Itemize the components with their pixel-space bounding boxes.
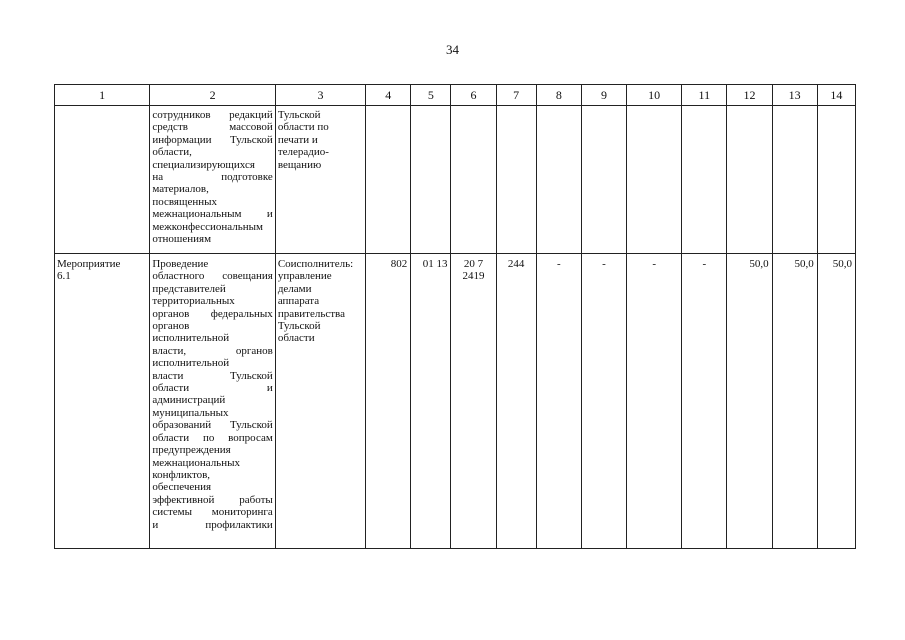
row2-measure-label <box>55 254 150 549</box>
text-line: телерадио- <box>277 146 329 159</box>
empty-cell <box>411 106 451 254</box>
text-line: власти, органов <box>152 344 273 357</box>
text-line: конфликтов, <box>152 468 211 481</box>
row2-executor <box>275 254 365 549</box>
header-row <box>55 85 856 106</box>
header-cell: 7 <box>496 85 536 106</box>
row1-executor <box>275 106 365 254</box>
row2-value-col13: 50,0 <box>772 254 817 549</box>
budget-table <box>54 84 856 549</box>
empty-cell <box>581 106 626 254</box>
header-cell: 9 <box>581 85 626 106</box>
text-line: территориальных <box>152 295 235 308</box>
text-line: отношениям <box>152 233 212 246</box>
header-cell: 8 <box>536 85 581 106</box>
header-cell: 14 <box>817 85 855 106</box>
text-line: сотрудников редакций <box>152 109 273 121</box>
text-line: средств массовой <box>152 121 273 134</box>
row1-description <box>150 106 275 254</box>
text-line: области и <box>152 382 273 395</box>
text-line: области по <box>277 121 329 134</box>
row2-value-col14: 50,0 <box>817 254 855 549</box>
text-line: правительства <box>277 307 345 320</box>
text-line: печати и <box>277 133 318 146</box>
row2-ministry-code: 802 <box>366 254 411 549</box>
text-line: области, <box>152 146 192 159</box>
text-line: 6.1 <box>57 270 71 283</box>
text-line: обеспечения <box>152 481 212 494</box>
row2-value-col8: - <box>536 254 581 549</box>
row2-value-col10: - <box>627 254 682 549</box>
text-line: Тульской <box>277 320 321 333</box>
text-line: специализирующихся <box>152 158 255 171</box>
header-cell: 4 <box>366 85 411 106</box>
table-row <box>55 254 856 549</box>
row2-value-col12: 50,0 <box>727 254 772 549</box>
text-line: муниципальных <box>152 406 229 419</box>
text-line: исполнительной <box>152 332 230 345</box>
text-line: на подготовке <box>152 171 273 184</box>
header-cell: 13 <box>772 85 817 106</box>
text-line: администраций <box>152 394 226 407</box>
text-line: информации Тульской <box>152 133 273 146</box>
header-cell: 12 <box>727 85 772 106</box>
empty-cell <box>366 106 411 254</box>
header-cell: 10 <box>627 85 682 106</box>
empty-cell <box>772 106 817 254</box>
text-line: материалов, <box>152 183 209 196</box>
text-line: предупреждения <box>152 444 231 457</box>
empty-cell <box>496 106 536 254</box>
text-line: вещанию <box>277 158 322 171</box>
row2-value-col9: - <box>581 254 626 549</box>
table-row <box>55 106 856 254</box>
text-line: управление <box>277 270 332 283</box>
empty-cell <box>627 106 682 254</box>
header-cell: 2 <box>150 85 275 106</box>
header-cell: 3 <box>275 85 365 106</box>
header-cell: 1 <box>55 85 150 106</box>
text-line: аппарата <box>277 295 320 308</box>
text-line: посвященных <box>152 195 218 208</box>
empty-cell <box>682 106 727 254</box>
row2-description <box>150 254 275 549</box>
row2-target-code <box>451 254 496 549</box>
header-cell: 6 <box>451 85 496 106</box>
text-line: представителей <box>152 282 226 295</box>
empty-cell <box>536 106 581 254</box>
text-line: образований Тульской <box>152 419 273 432</box>
row1-col1 <box>55 106 150 254</box>
text-line: Мероприятие <box>57 258 121 270</box>
text-line: 2419 <box>462 270 485 283</box>
text-line: 20 7 <box>463 258 484 270</box>
text-line: делами <box>277 282 312 295</box>
text-line: Соисполнитель: <box>277 258 354 270</box>
text-line: органов федеральных <box>152 307 273 320</box>
text-line: Проведение <box>152 258 209 270</box>
header-cell: 5 <box>411 85 451 106</box>
row2-value-col11: - <box>682 254 727 549</box>
empty-cell <box>451 106 496 254</box>
text-line: межнациональных <box>152 456 240 469</box>
text-line: эффективной работы <box>152 493 273 506</box>
empty-cell <box>727 106 772 254</box>
text-line: и профилактики <box>152 518 273 531</box>
row2-expense-type: 244 <box>496 254 536 549</box>
text-line: области по вопросам <box>152 431 273 444</box>
text-line: Тульской <box>277 109 321 121</box>
text-line: органов <box>152 320 190 333</box>
text-line: межнациональным и <box>152 208 273 221</box>
text-line: власти Тульской <box>152 369 273 382</box>
row2-section-code: 01 13 <box>411 254 451 549</box>
header-cell: 11 <box>682 85 727 106</box>
text-line: межконфессиональным <box>152 220 264 233</box>
text-line: областного совещания <box>152 270 273 283</box>
text-line: исполнительной <box>152 357 230 370</box>
empty-cell <box>817 106 855 254</box>
page-number: 34 <box>446 42 459 57</box>
text-line: системы мониторинга <box>152 506 273 519</box>
text-line: области <box>277 332 315 345</box>
